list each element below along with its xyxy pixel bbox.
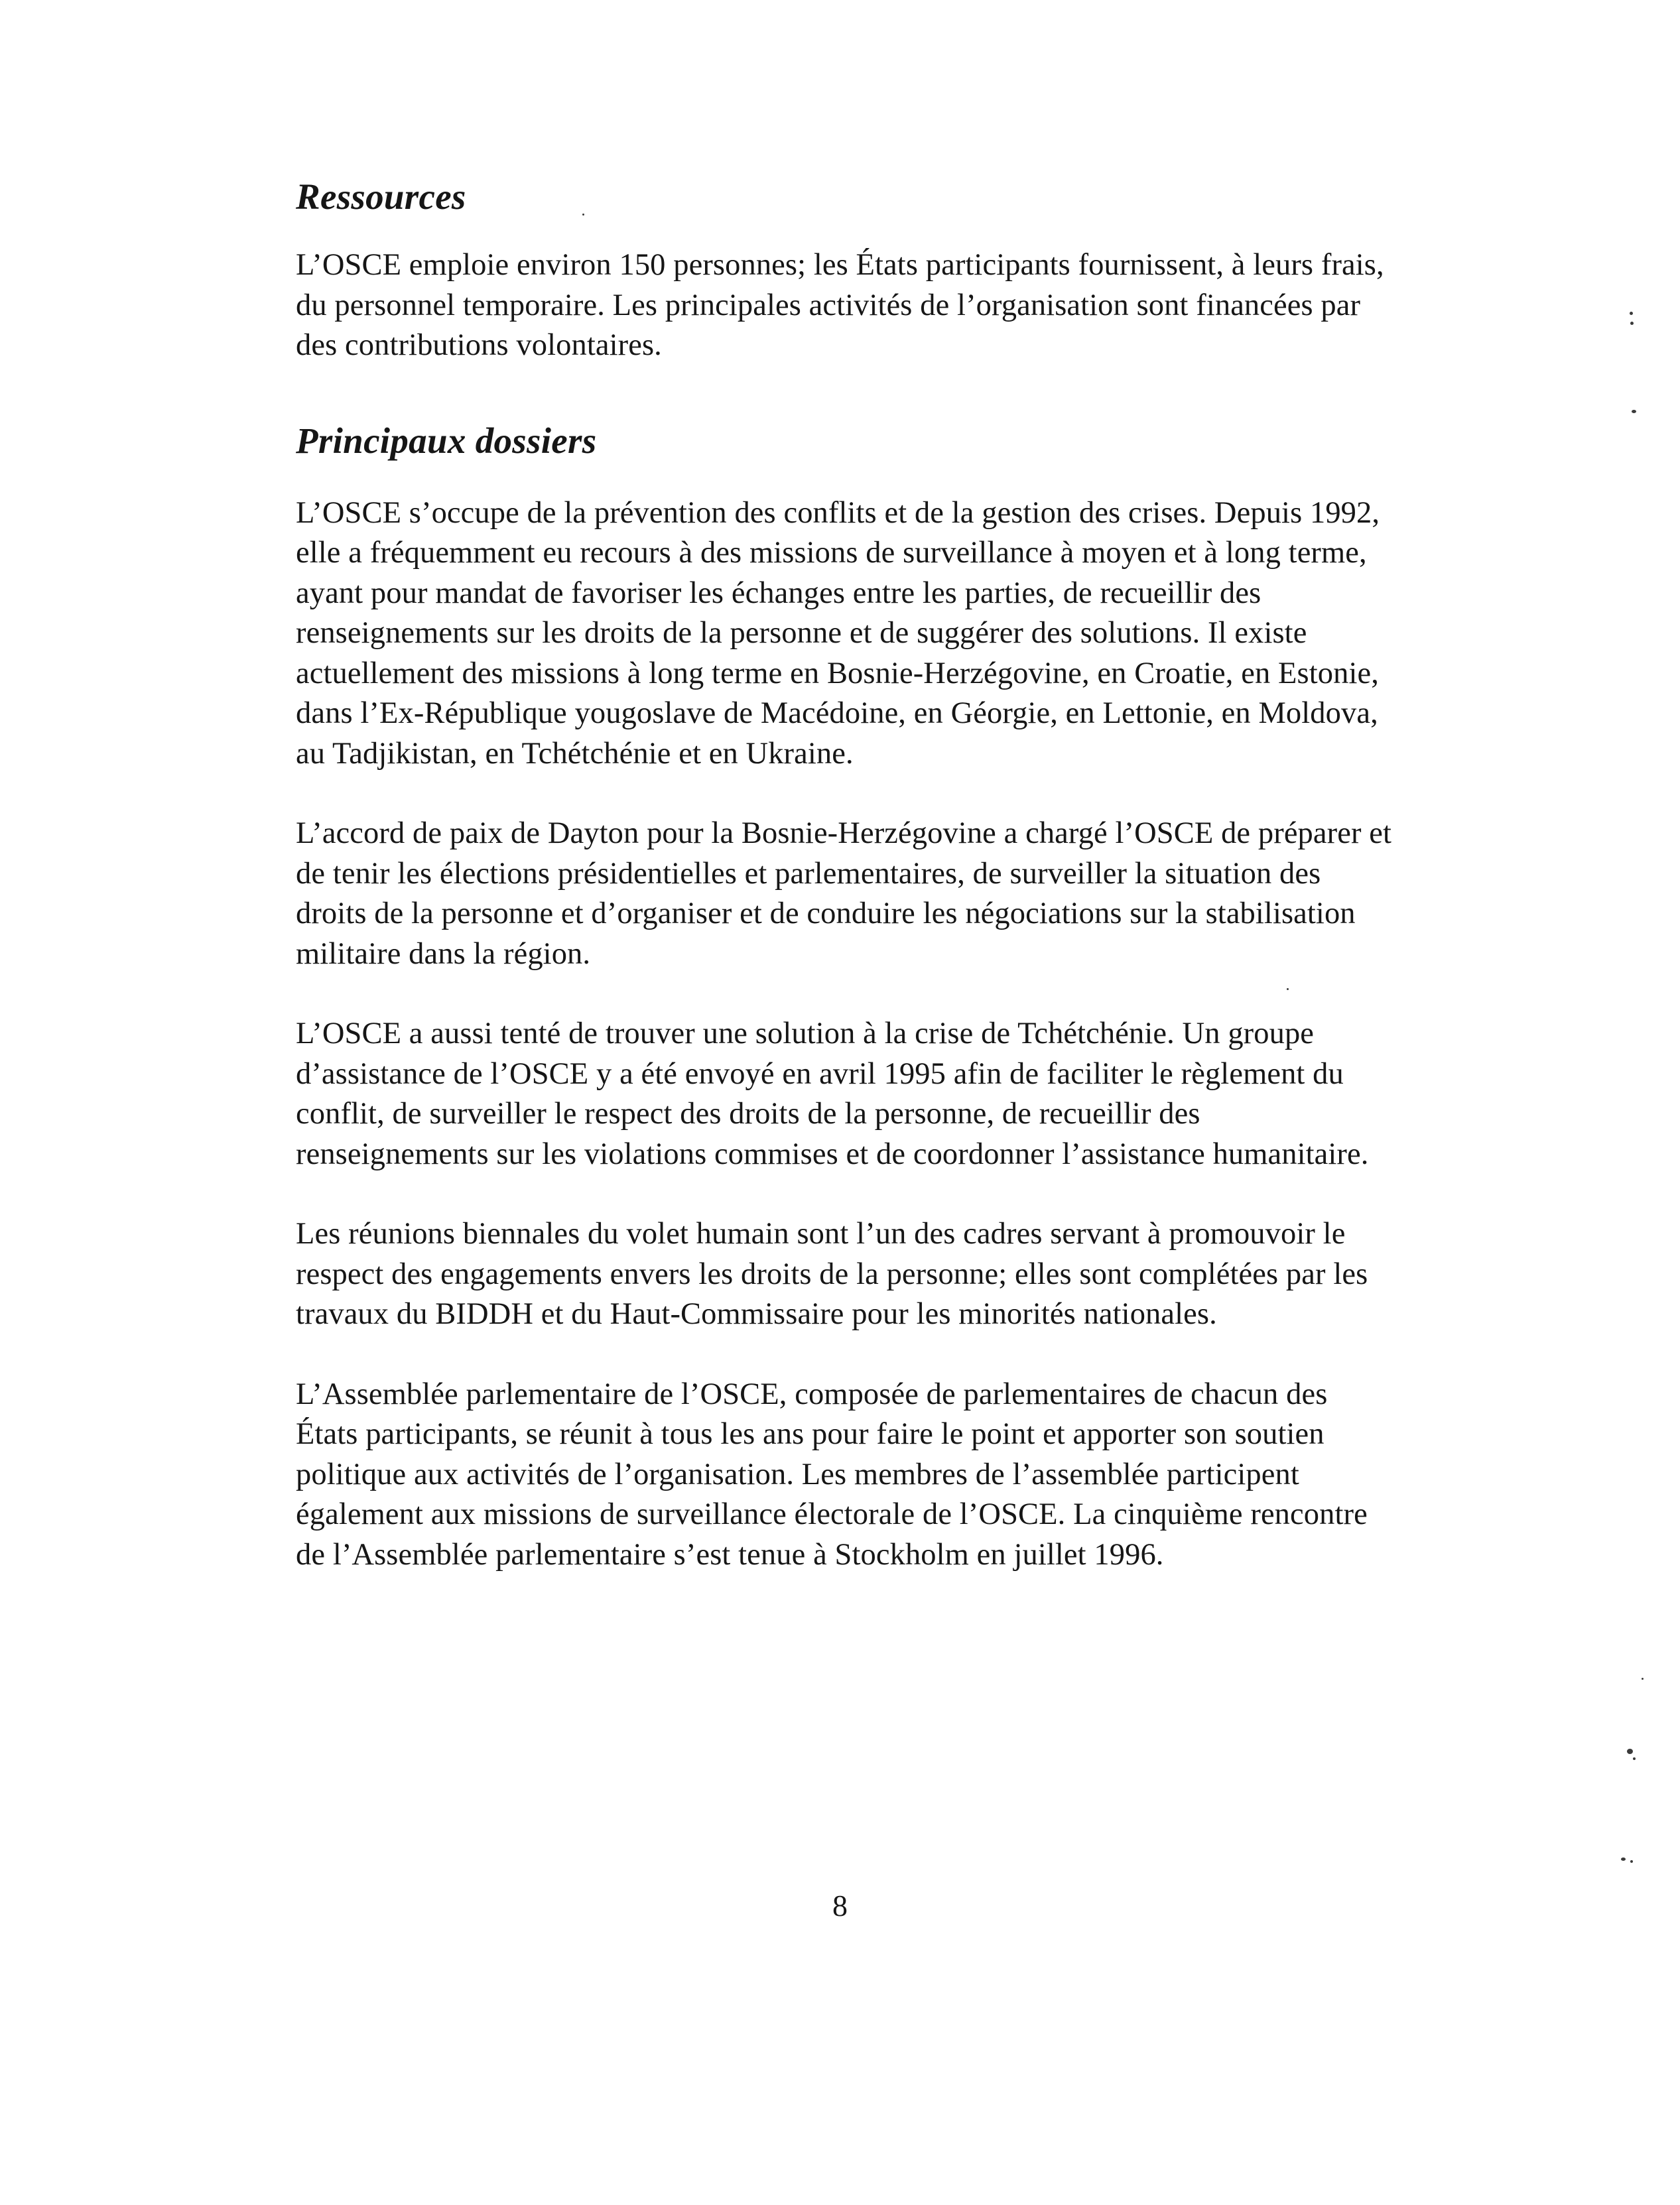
paragraph-assemblee-parlementaire: L’Assemblée parlementaire de l’OSCE, composée de parlementaires de chacun des États participants, se réunit à tous les ans pour faire le point et apporter son soutien politique aux activités de l’organisation. Les membres de l’assemblée participent également aux missions de surveillance électorale de l’OSCE. La cinquième rencontre de l’Assemblée parlementaire s’est tenue à Stockholm en juillet 1996.	[296, 1377, 1368, 1572]
scan-speck	[1287, 988, 1289, 990]
page-body	[296, 174, 1397, 1575]
paragraph-prevention-conflits: L’OSCE s’occupe de la prévention des conflits et de la gestion des crises. Depuis 1992, elle a fréquemment eu recours à des missions de surveillance à moyen et à long terme, ayant pour mandat de favoriser les échanges entre les parties, de recueillir des renseignements sur les droits de la personne et de suggérer des solutions. Il existe actuellement des missions à long terme en Bosnie-Herzégovine, en Croatie, en Estonie, dans l’Ex-République yougoslave de Macédoine, en Géorgie, en Lettonie, en Moldova, au Tadjikistan, en Tchétchénie et en Ukraine.	[296, 495, 1380, 771]
scan-speck	[1621, 1858, 1626, 1861]
paragraph-tchetchenie: L’OSCE a aussi tenté de trouver une solution à la crise de Tchétchénie. Un groupe d’assistance de l’OSCE y a été envoyé en avril 1995 afin de faciliter le règlement du conflit, de surveiller le respect des droits de la personne, de recueillir des renseignements sur les violations commises et de coordonner l’assistance humanitaire.	[296, 1017, 1369, 1171]
scan-speck	[1633, 1757, 1636, 1760]
section-heading-principaux-dossiers: Principaux dossiers	[296, 420, 597, 461]
scan-speck	[1632, 410, 1636, 413]
scan-speck	[1630, 322, 1634, 325]
page-number: 8	[832, 1889, 848, 1922]
scan-speck	[1630, 1860, 1633, 1863]
scan-speck	[1627, 1749, 1633, 1754]
scan-speck	[582, 214, 584, 216]
paragraph-reunions-biennales: Les réunions biennales du volet humain sont l’un des cadres servant à promouvoir le respect des engagements envers les droits de la personne; elles sont complétées par les travaux du BIDDH et du Haut-Commissaire pour les minorités nationales.	[296, 1217, 1368, 1331]
scan-speck	[1642, 1678, 1644, 1680]
paragraph-ressources: L’OSCE emploie environ 150 personnes; les États participants fournissent, à leurs frais, du personnel temporaire. Les principales activités de l’organisation sont financées par des contributions volontaires.	[296, 248, 1384, 362]
section-heading-ressources: Ressources	[296, 176, 466, 217]
scan-speck	[1630, 312, 1633, 315]
paragraph-accord-dayton: L’accord de paix de Dayton pour la Bosnie-Herzégovine a chargé l’OSCE de préparer et de tenir les élections présidentielles et parlementaires, de surveiller la situation des droits de la personne et d’organiser et de conduire les négociations sur la stabilisation militaire dans la région.	[296, 816, 1392, 971]
